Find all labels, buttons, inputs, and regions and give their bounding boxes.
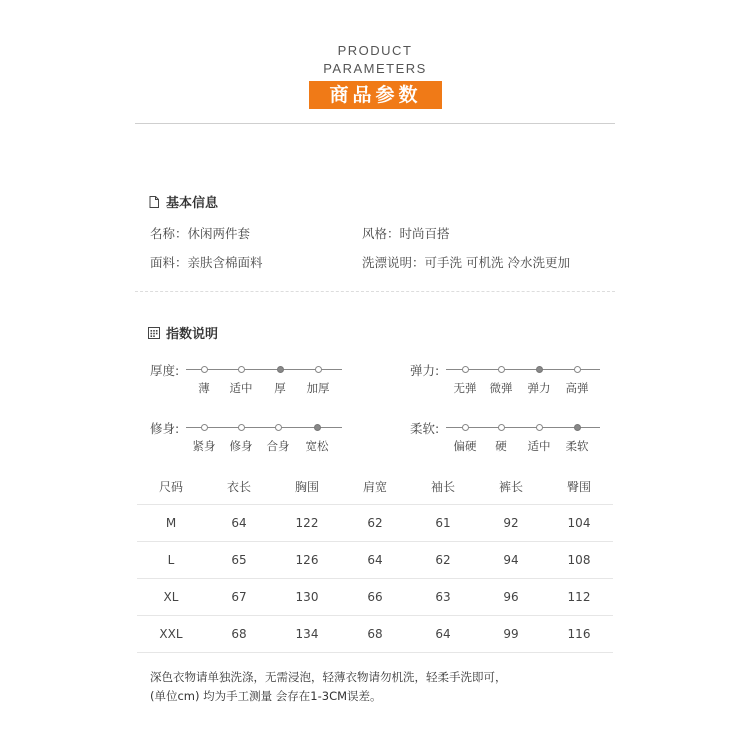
header-cell-pants-length: 裤长	[477, 468, 545, 505]
fit-scale-option: 修身	[229, 439, 253, 453]
thickness-scale-option: 厚	[274, 381, 286, 395]
thickness-scale-dot	[238, 366, 245, 373]
table-cell: 104	[545, 505, 613, 542]
softness-scale-dot	[498, 424, 505, 431]
table-cell: 134	[273, 616, 341, 653]
softness-scale-option: 适中	[527, 439, 551, 453]
header-cell-chest: 胸围	[273, 468, 341, 505]
elasticity-scale-dot	[462, 366, 469, 373]
table-cell: 92	[477, 505, 545, 542]
table-cell: 108	[545, 542, 613, 579]
fit-scale-option: 紧身	[192, 439, 216, 453]
table-row	[137, 505, 613, 542]
table-cell: 64	[205, 505, 273, 542]
thickness-scale-dot	[201, 366, 208, 373]
section-divider	[135, 291, 615, 292]
basic-info-title	[148, 192, 218, 211]
table-row	[137, 616, 613, 653]
table-cell: 62	[409, 542, 477, 579]
table-cell: 126	[273, 542, 341, 579]
fit-scale-dot-selected	[314, 424, 321, 431]
elasticity-scale-dot-selected	[536, 366, 543, 373]
measurement-note: (单位cm) 均为手工测量 会存在1-3CM误差。	[150, 689, 382, 703]
table-cell: 67	[205, 579, 273, 616]
table-cell: 96	[477, 579, 545, 616]
table-cell: 64	[409, 616, 477, 653]
softness-scale-dot	[536, 424, 543, 431]
thickness-scale-label: 厚度:	[150, 363, 180, 378]
table-row	[137, 579, 613, 616]
header-cell-hip: 臀围	[545, 468, 613, 505]
table-cell: 66	[341, 579, 409, 616]
thickness-scale-option: 薄	[198, 381, 210, 395]
elasticity-scale-dot	[574, 366, 581, 373]
table-cell: 63	[409, 579, 477, 616]
elasticity-scale-option: 无弹	[453, 381, 477, 395]
table-cell: XL	[137, 579, 205, 616]
table-cell: 112	[545, 579, 613, 616]
elasticity-scale-dot	[498, 366, 505, 373]
name-field: 名称：休闲两件套	[150, 226, 251, 241]
elasticity-scale-option: 弹力	[527, 381, 551, 395]
washing-field: 洗漂说明：可手洗 可机洗 冷水洗更加	[362, 255, 570, 270]
softness-scale-option: 偏硬	[453, 439, 477, 453]
table-cell: 68	[341, 616, 409, 653]
header-banner: 商品参数	[309, 81, 442, 109]
index-info-title-text: 指数说明	[166, 327, 219, 342]
fit-scale-label: 修身:	[150, 421, 180, 436]
table-cell: 65	[205, 542, 273, 579]
care-note: 深色衣物请单独洗涤，无需浸泡，轻薄衣物请勿机洗，轻柔手洗即可，	[150, 670, 507, 684]
table-cell: 62	[341, 505, 409, 542]
fit-scale-option: 宽松	[305, 439, 329, 453]
table-cell: 68	[205, 616, 273, 653]
table-cell: 64	[341, 542, 409, 579]
thickness-scale-dot-selected	[277, 366, 284, 373]
header-divider	[135, 123, 615, 124]
thickness-scale-dot	[315, 366, 322, 373]
table-cell: 116	[545, 616, 613, 653]
header-cell-length: 衣长	[205, 468, 273, 505]
fit-scale-dot	[275, 424, 282, 431]
fabric-field: 面料：亲肤含棉面料	[150, 255, 263, 270]
header-cell-size: 尺码	[137, 468, 205, 505]
softness-scale-option: 柔软	[565, 439, 589, 453]
header-line-1: PRODUCT	[337, 43, 413, 58]
table-cell: XXL	[137, 616, 205, 653]
fit-scale-dot	[238, 424, 245, 431]
header-cell-sleeve: 袖长	[409, 468, 477, 505]
style-field: 风格：时尚百搭	[362, 226, 450, 241]
softness-scale-dot-selected	[574, 424, 581, 431]
table-cell: 94	[477, 542, 545, 579]
fit-scale-option: 合身	[266, 439, 290, 453]
size-table-header	[137, 468, 613, 505]
softness-scale-dot	[462, 424, 469, 431]
table-cell: 99	[477, 616, 545, 653]
index-info-title	[148, 323, 218, 342]
header-line-2: PARAMETERS	[323, 61, 427, 76]
thickness-scale-option: 加厚	[306, 381, 330, 395]
table-cell: 122	[273, 505, 341, 542]
table-cell: 61	[409, 505, 477, 542]
table-cell: 130	[273, 579, 341, 616]
size-table	[137, 468, 613, 653]
table-cell: L	[137, 542, 205, 579]
elasticity-scale-option: 微弹	[489, 381, 513, 395]
softness-scale-label: 柔软:	[410, 421, 440, 436]
grid-icon	[148, 327, 160, 339]
fit-scale-dot	[201, 424, 208, 431]
document-icon	[148, 196, 160, 208]
header-cell-shoulder: 肩宽	[341, 468, 409, 505]
basic-info-title-text: 基本信息	[166, 196, 219, 211]
table-row	[137, 542, 613, 579]
softness-scale-option: 硬	[495, 439, 507, 453]
elasticity-scale-label: 弹力:	[410, 363, 440, 378]
table-cell: M	[137, 505, 205, 542]
elasticity-scale-option: 高弹	[565, 381, 589, 395]
thickness-scale-option: 适中	[229, 381, 253, 395]
